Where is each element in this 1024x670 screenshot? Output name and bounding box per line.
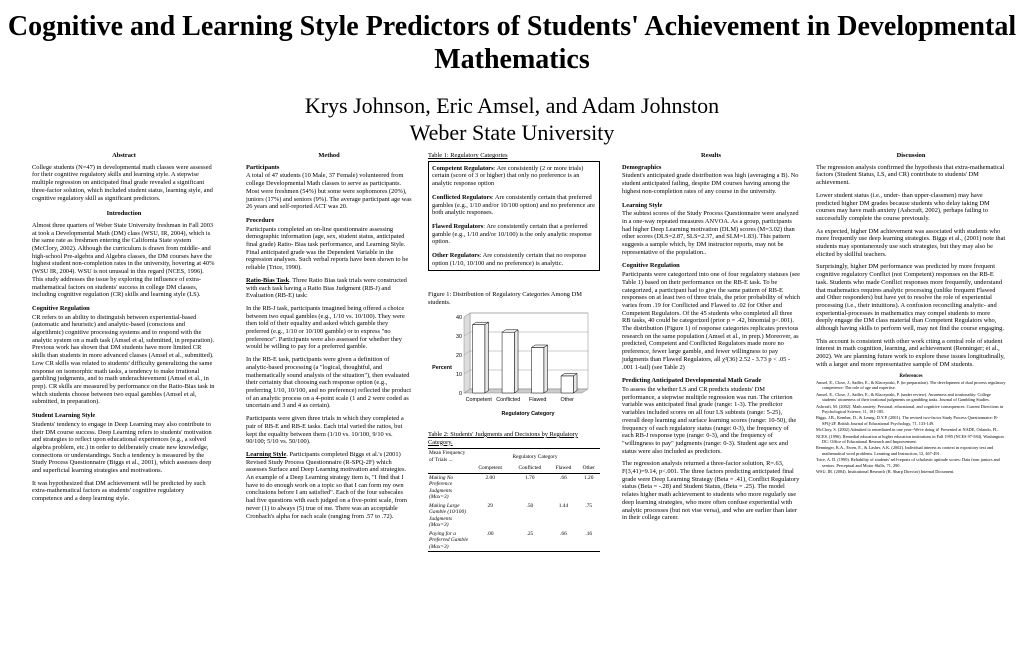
table2-row xyxy=(428,473,600,502)
prediction-text: To assess the whether LS and CR predicts students' DM performance, a stepwise multiple regression was run. The criterion variable was anticipated final grade (range: 1-3). The predictor variables included scores on all four LS subtests (range: 5-25), overall deep learning and surface learning scores (range: 10-50), the frequency of each regulatory status (range: 0-3), the frequency of each RB-J response type (range: 0-3), and the frequency of "willingness to pay" judgments (range: 0-3). Student age sex and status were also included as predictors. xyxy=(622,385,797,455)
column-results xyxy=(622,152,800,527)
table1-row-label: Competent Regulators xyxy=(432,164,494,172)
table2-caption: Table 2: Students' Judgments and Decisions by Regulatory Category. xyxy=(428,430,578,446)
table2-cell: .00 xyxy=(470,530,510,552)
table2-column-row xyxy=(428,464,600,473)
chart-x-tick-label: Flawed xyxy=(529,396,547,403)
discussion-heading: Discussion xyxy=(896,152,926,159)
table2-row-label: Making Large Gamble (10/100) Judgments (Max=3) xyxy=(429,502,466,529)
table1-row xyxy=(432,165,596,188)
table2-cell: .16 xyxy=(577,530,600,552)
chart-y-tick-label: 30 xyxy=(456,333,462,340)
affiliation: Weber State University xyxy=(409,120,615,145)
procedure-heading: Procedure xyxy=(246,216,275,224)
abstract-text: College students (N=47) in developmental math classes were assessed for their cognitive regulatory skills and learning style. A stepwise multiple regression on anticipated final grade revealed a significant three-factor solution, which included student status, learning style, and cognitive regulatory skill as significant predictors. xyxy=(32,163,213,202)
chart-bar-side xyxy=(544,345,548,393)
figure1-chart xyxy=(428,311,596,419)
table1-row-text: : Are consistently certain that no response option (1/10, 10/100 and no preference) is analytic. xyxy=(432,252,587,267)
learning-style-method-paragraph xyxy=(246,451,412,520)
table2-cell: .66 xyxy=(560,474,567,481)
column-method xyxy=(246,152,412,525)
regression-text: The regression analysis returned a three-factor solution, R=.63, F(3,41)=9.14, p<.001. The three factors predicting anticipated final grade were Deep Learning Strategy (Beta = .41), Conflict Regulatory status (Beta = -.28) and Student Status, (Beta = .25). The model relates higher math achievement to students who more regularly use deep learning strategies, who more often confuse experiential with analytic processes (but not vise versa), and who are earlier than later in their college career. xyxy=(622,460,800,522)
table1-row-label: Conflicted Regulators xyxy=(432,193,492,201)
chart-bar-side xyxy=(514,330,518,393)
discussion-paragraph: This account is consistent with other work citing a central role of student interest in math cognition, learning, and achievement (Renninger; et al., 2002). We are planning future work to explore these issues longitudinally, with a larger and more representative sample of DM students. xyxy=(816,337,1005,368)
table2-row xyxy=(428,530,600,552)
column-discussion xyxy=(816,152,1006,475)
discussion-paragraph: Surprisingly, higher DM performance was predicted by more frequent cognitive regulatory Conflict (not Competent) responses on the RB-E task. Students who made Conflict responses more frequently, understand that mathematics requires analytic processing (unlike frequent Flawed and Other responders) but have yet to resolve the role of experiential processing (i.e., their intuitions). A confusion reconciling analytic- and experiential-processes in mathematics may compel students to more deeply engage the DM class material than Competent Regulators who, although having skills to perform well, may not find the course engaging. xyxy=(816,263,1004,333)
references xyxy=(816,374,1006,475)
table1 xyxy=(428,161,600,272)
discussion-paragraph: The regression analysis confirmed the hypothesis that extra-mathematical factors (Student Status, LS, and CR) contribute to students' DM achievement. xyxy=(816,163,1005,187)
author-names: Krys Johnson, Eric Amsel, and Adam Johnston xyxy=(304,93,720,118)
results-heading: Results xyxy=(701,152,721,159)
chart-y-axis-label: Percent xyxy=(432,364,452,371)
table1-row-text: : Are consistently (2 or more trials) certain (score of 3 or higher) that only no preference is an analytic response option xyxy=(432,164,584,188)
table2-cell: 29 xyxy=(487,502,493,509)
discussion-paragraph: Lower student status (i.e., under- than upper-classmen) may have predicted higher DM grades because students who delay taking DM courses may have math anxiety (Ashcraft, 2002), perhaps failing to successfully complete the course previously. xyxy=(816,191,990,222)
trials-text: Participants were given three trials in which they completed a pair of RB-E and RB-E tasks. Each trial varied the ratios, but kept the equality between them (1/10 vs. 10/100, 9/10 vs. 90/100; 5/10 vs. 50/100). xyxy=(246,415,404,446)
table1-row xyxy=(432,223,596,246)
table1-caption: Table 1: Regulatory Categories xyxy=(428,152,508,159)
results-cr-heading: Cognitive Regulation xyxy=(622,262,680,270)
cr-text: CR refers to an ability to distinguish between experiential-based (automatic and heuristic) and analytic-based (conscious and algorithmic) cognitive processing systems and to respond with the analytic system on a math task (Amsel et al, submitted, in preparation). Previous work has shown that DM students have more limited CR skills than students in more advanced classes (Amsel et al., submitted). Low CR skills was related to students' difficulty generalizing the same response on isomorphic math tasks, a tendency to make irrational gambling judgments, and to math underachievement (Amsel et al., in prep). CR skills are measured by performance on the Ratio-Bias task in which students choose between two equal gambles (Amsel et al, submitted, in preparation). xyxy=(32,313,215,406)
ratio-bias-paragraph xyxy=(246,277,412,300)
introduction-heading: Introduction xyxy=(106,210,142,218)
rbe-text: In the RB-E task, participants were given a definition of analytic-based processing (a "logical, thoughtful, and mathematically sound analysis of the situation"), then evaluated their certainty that choosing each response option (e.g., preferring 1/10, 10/100, and no preference) reflected the product of an analytic process on a 4-point scale (1 and 2 were coded as uncertain and 3 and 4 as certain). xyxy=(246,356,412,410)
table2-cell: 1.20 xyxy=(584,474,594,481)
results-learning-style-heading: Learning Style xyxy=(622,201,663,209)
table2-row xyxy=(428,502,600,530)
column-abstract-intro xyxy=(32,152,216,508)
table1-row-label: Other Regulators xyxy=(432,252,480,260)
chart-bar xyxy=(561,376,573,393)
table1-row xyxy=(432,252,596,267)
chart-bar-side xyxy=(573,373,577,393)
chart-y-tick-label: 40 xyxy=(456,314,462,321)
reference-item: Renninger, K.A., Ewen, E., & Lasher, A.K. (2002). Individual interest as context in expository text and mathematical word problems. Learning and Instruction, 12, 467-491. xyxy=(816,445,994,456)
introduction-text: Almost three quarters of Weber State University freshman in Fall 2003 at took a Developmental Math (DM) class (WSU, IR, 2004), which is the same rate as freshmen entering the California State system (McClory, 2002). Although the curriculum is drawn from middle- and high-school Pre-algebra and Algebra classes, the DM courses have the highest student non-completion rates in the university, hovering at 40% (WSU IR, 2004). WSU is not unusual in this regard (NCES, 1996). This study addresses the issue by exploring the influence of extra-mathematical factors on students' success in college DM classes, including cognitive regulation (CR) skills and learning style (LS). xyxy=(32,221,215,299)
reference-item: Amsel, E., Close, J., Sadler, E., & Klaczynski, P. (under review). Awareness and irrationality: College students' awareness of their irrational judgments on gambling tasks. Journal of Gambling Studies. xyxy=(816,391,991,403)
chart-x-tick-label: Competent xyxy=(465,396,492,403)
discussion-paragraph: As expected, higher DM achievement was associated with students who more frequently use deep learning strategies. Biggs et al., (2001) note that students may spontaneously use such strategies, but they may also be elicited by skillful teachers. xyxy=(816,227,1006,258)
cr-heading: Cognitive Regulation xyxy=(32,304,90,312)
table2-cell: 2.00 xyxy=(485,474,495,481)
ratio-bias-text: . Three Ratio Bias task trials were constructed with each task having a Ratio Bias Judgment (RB-J) and Evaluation (RB-E) task: xyxy=(246,276,407,300)
participants-text: A total of 47 students (10 Male, 37 Female) volunteered from college Developmental Math classes to serve as participants. Most were freshmen (54%) but some were sophomores (20%), juniors (17%) and seniors (9%). The average participant age was 26 years and self-reported ACT was 20. xyxy=(246,172,412,211)
learning-style-method-text: . Participants completed Biggs et al.'s (2001) Revised Study Process Questionnaire (R-SPQ-2F) which assesses Surface and Deep Learning motivation and strategies. An example of a Deep Learning strategy item is, "I find that I have to do enough work on a topic so that I can form my own conclusions before I am satisfied". Each of the four subscales had five questions with each judged on a five-point scale, from never (1) to always (5) true of me. There was an acceptable Cronbach's alpha for each scale (ranging from .57 to .72). xyxy=(246,450,407,520)
chart-y-tick-label: 0 xyxy=(459,390,462,397)
procedure-text: Participants completed an on-line questionnaire assessing demographic information (age, sex, student status, anticipated final grade) Ratio- Bias task performance, and Learning Style. Final anticipated grade was the Dependent Variable in the regression analyses. Such verbal reports have been shown to be reliable (Trice, 1990). xyxy=(246,225,409,272)
table2-row-label: Making No Preference Judgments (Max=3) xyxy=(429,474,454,501)
reference-item: Trice, A. D. (1990). Reliability of students' self-reports of scholastic aptitude scores: Data from juniors and seniors. Perceptual and Motor Skills, 71, 290. xyxy=(816,457,1000,468)
table2-cell: 1.44 xyxy=(558,502,569,509)
table2-cell: 1.70 xyxy=(525,474,535,481)
poster-title: Cognitive and Learning Style Predictors of Students' Achievement in Developmental Mathematics xyxy=(7,11,1017,75)
bar-chart-svg xyxy=(428,311,596,419)
chart-bar xyxy=(473,324,485,392)
learning-style-heading: Student Learning Style xyxy=(32,412,96,420)
chart-x-tick-label: Other xyxy=(560,396,574,403)
reference-item: Biggs, J.B., Kember, D., & Leung, D.Y.P. (2001). The revised two-factor Study Process Questionnaire: R-SPQ-2F. British Journal of Educational Psychology, 71, 133-149. xyxy=(816,415,999,426)
chart-y-tick-label: 20 xyxy=(456,352,462,359)
reference-item: Ashcraft, M. (2002). Math anxiety: Personal, educational, and cognitive consequences. Current Directions in Psychological Science, 11, 181-185. xyxy=(816,403,1004,415)
table2-col-header: Competent xyxy=(470,464,510,473)
chart-bar-side xyxy=(485,322,489,393)
table1-row-label: Flawed Regulators xyxy=(432,222,484,230)
chart-bar xyxy=(502,332,514,393)
reference-item: NCES. (1996). Remedial education at higher education institutions in Fall 1995 (NCES 97-584). Washington DC: Office of Educational Research and Improvement. xyxy=(816,433,1004,445)
table2-header-row xyxy=(428,449,600,465)
chart-x-axis-label: Regulatory Category xyxy=(501,410,555,417)
hypothesis-text: It was hypothesized that DM achievement will be predicted by such extra-mathematical factors as students' cognitive regulatory competence and a deep learning style. xyxy=(32,479,206,503)
table2-corner: Mean Frequency of Trials ... xyxy=(428,449,470,465)
table2-row-label: Paying for a Preferred Gamble (Max=3) xyxy=(428,530,470,552)
table1-row-text: : Are consistently certain that preferred gambles (e.g., 1/10 and/or 10/100 option) and no preference are both analytic responses. xyxy=(432,193,595,217)
table2-col-header: Flawed xyxy=(549,464,577,473)
rbj-text: In the RB-J task, participants imagined being offered a choice between two equal gambles (e.g., 1/10 vs. 10/100). They were then told of their equality and asked which gamble they preferred (e.g., 1/10 or 10/100 gamble) or to express "no preference". Participants were also assessed for whether they would be willing to pay for a preferred gamble. xyxy=(246,304,405,351)
table2-col-header: Other xyxy=(577,464,600,473)
reference-item: WSU, IR. (2004). Institutional Research (R. Sharp Director) Internal Document. xyxy=(816,469,955,475)
table1-row-text: : Are consistently certain that a preferred gamble (e.g., 1/10 and/or 10/100) is the only analytic response option. xyxy=(432,222,592,246)
method-heading: Method xyxy=(318,152,340,159)
chart-y-tick-label: 10 xyxy=(456,371,462,378)
demographics-text: Student's anticipated grade distribution was high (averaging a B). No student anticipated failing, despite DM courses having among the highest non-completion rates of any course in the university. xyxy=(622,172,799,195)
figure1-caption: Figure 1: Distribution of Regulatory Categories Among DM students. xyxy=(428,291,582,307)
ratio-bias-heading: Ratio-Bias Task xyxy=(246,276,290,284)
table2-cell: .25 xyxy=(510,530,549,552)
table2-group-header: Regulatory Category xyxy=(470,449,600,465)
table2-cell: .75 xyxy=(585,502,593,509)
column-tables-figure xyxy=(428,152,600,552)
abstract-heading: Abstract xyxy=(112,152,136,159)
chart-bar xyxy=(532,347,544,393)
references-heading: References xyxy=(899,373,923,379)
table1-row xyxy=(432,194,596,217)
prediction-heading: Predicting Anticipated Developmental Math Grade xyxy=(622,377,762,385)
reference-item: Amsel, E., Close, J., Sadler, E., & Klaczynski, P. (in preparation). The development of dual process regulatory competence: The role of age and expertise. xyxy=(816,379,1006,391)
learning-style-method-heading: Learning Style xyxy=(246,450,287,458)
results-cr-text: Participants were categorized into one of four regulatory statuses (see Table 1) based on their performance on the RB-E task. To be categorized, a participant had to give the same pattern of RB-E responses on at least two of three trials, the prior probability of which varies from .19 for Conflicted and Flawed to .02 for Other and Competent Regulators. Of the 45 students who completed all three RB tasks, 40 could be categorized (prior p = .42, binomial p<.001). The distribution (Figure 1) of response categories replicates previous research on the same population (Amsel et al., in prep.) Moreover, as predicted, Competent and Conflicted Regulators made more no preference, fewer large gamble, and fewer willingness to pay judgments than Flawed Regulators, all χ²(36) 2.52 - 3.73 p < .05 - .001 1-tail) (see Table 2) xyxy=(622,271,801,371)
demographics-heading: Demographics xyxy=(622,163,662,171)
table2-cell: .66 xyxy=(549,530,577,552)
participants-heading: Participants xyxy=(246,163,280,171)
table2-cell: .50 xyxy=(526,502,534,509)
poster-authors-block xyxy=(0,92,1024,146)
chart-x-tick-label: Conflicted xyxy=(496,396,521,403)
table2-col-header: Conflicted xyxy=(510,464,549,473)
learning-style-text: Students' tendency to engage in Deep Learning may also contribute to their DM course success. Deep Learning refers to students' motivation and strategies to reflect upon educational experiences (e.g., a solved algebra problem, etc.) in order to deliberately create new knowledge, connections or understandings. Such a tendency is measured by the Study Process Questionnaire (Biggs et al., 2001), which assesses deep and superficial learning strategies and motivations. xyxy=(32,420,212,475)
reference-item: McClory, S. (2002) Admitted to remediated in one year--We're doing it! Presented at NADE, Orlando, FL. xyxy=(816,427,999,433)
results-learning-style-text: The subtest scores of the Study Process Questionnaire were analyzed in a one-way repeated measures ANVOA. As a group, participants had higher Deep Learning motivation (DLM) scores (M=3.02) than other scores (DLS=2.87, SLS=2.37, and SLM=1.83). This pattern suggests a sample which, by DM instructor reports, may not be representative of the population.. xyxy=(622,210,799,256)
table2 xyxy=(428,448,600,552)
